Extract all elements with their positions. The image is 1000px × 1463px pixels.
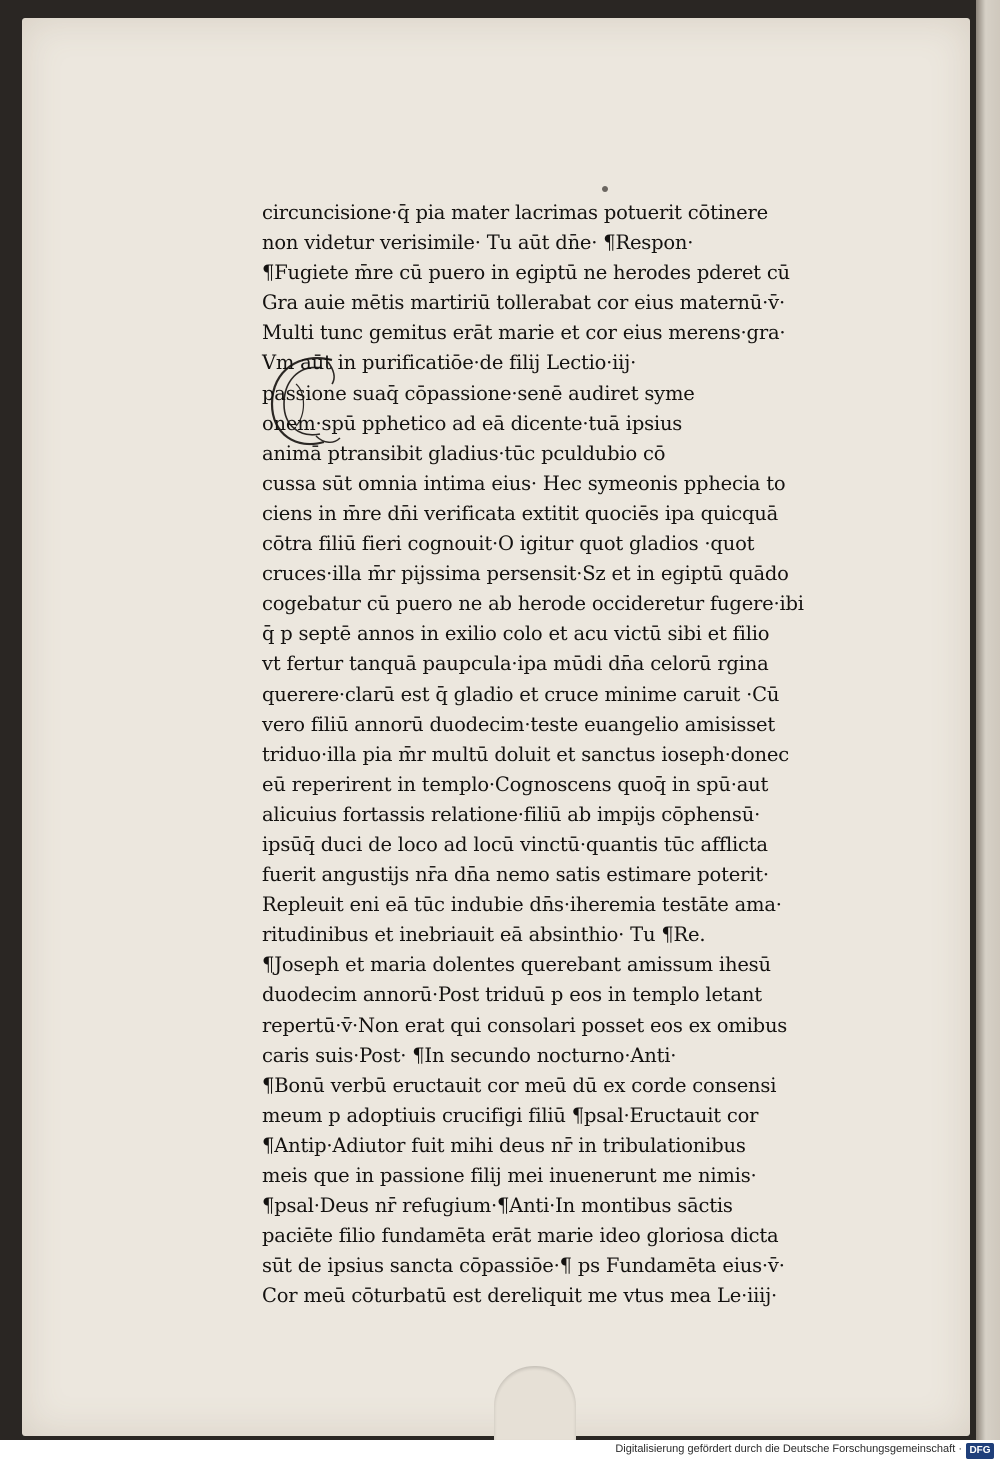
text-line: Multi tunc gemitus erāt marie et cor eius merens·gra·	[262, 321, 786, 345]
text-line: querere·clarū est q̄ gladio et cruce minime caruit ·Cū	[262, 682, 780, 706]
text-line: eū reperirent in templo·Cognoscens quoq̄ in spū·aut	[262, 772, 769, 796]
text-line: ¶Bonū verbū eructauit cor meū dū ex corde consensi	[262, 1073, 777, 1097]
text-line: circuncisione·q̄ pia mater lacrimas potuerit cōtinere	[262, 201, 768, 224]
text-line: fuerit angustijs nr̄a dn̄a nemo satis estimare poterit·	[262, 863, 769, 887]
text-line: cruces·illa m̄r pijssima persensit·Sz et in egiptū quādo	[262, 562, 789, 586]
text-line: alicuius fortassis relatione·filiū ab impijs cōphensū·	[262, 802, 761, 826]
text-line: ritudinibus et inebriauit eā absinthio· Tu ¶Re.	[262, 923, 706, 947]
text-line: ciens in m̄re dn̄i verificata extitit quociēs ipa quicquā	[262, 501, 779, 525]
text-line: ¶Antip·Adiutor fuit mihi deus nr̄ in tribulationibus	[262, 1133, 746, 1157]
text-line: ¶psal·Deus nr̄ refugium·¶Anti·In montibus sāctis	[262, 1194, 733, 1218]
footer-credit: Digitalisierung gefördert durch die Deutsche Forschungsgemeinschaft ·	[615, 1443, 962, 1455]
text-line: onem·spū pphetico ad eā dicente·tuā ipsius	[262, 411, 683, 435]
text-line: paciēte filio fundamēta erāt marie ideo gloriosa dicta	[262, 1224, 779, 1248]
text-line: passione suaq̄ cōpassione·senē audiret syme	[262, 381, 695, 405]
text-line: meum p adoptiuis crucifigi filiū ¶psal·Eructauit cor	[262, 1103, 759, 1127]
text-line: ipsūq̄ duci de loco ad locū vinctū·quantis tūc afflicta	[262, 832, 768, 856]
text-line: triduo·illa pia m̄r multū doluit et sanctus ioseph·donec	[262, 742, 789, 766]
text-line: repertū·v̄·Non erat qui consolari posset eos ex omibus	[262, 1013, 788, 1037]
dfg-logo: DFG	[966, 1443, 994, 1459]
text-line: duodecim annorū·Post triduū p eos in templo letant	[262, 983, 762, 1007]
text-line: cogebatur cū puero ne ab herode occideretur fugere·ibi	[262, 592, 804, 616]
text-line: ¶Fugiete m̄re cū puero in egiptū ne herodes pderet cū	[262, 261, 790, 285]
text-line: meis que in passione filij mei inuenerunt me nimis·	[262, 1164, 757, 1187]
text-line: Repleuit eni eā tūc indubie dn̄s·iheremia testāte ama·	[262, 893, 782, 917]
text-line: Gra auie mētis martiriū tollerabat cor eius maternū·v̄·	[262, 291, 785, 315]
page-holder-tab	[494, 1366, 576, 1440]
text-line: sūt de ipsius sancta cōpassiōe·¶ ps Fundamēta eius·v̄·	[262, 1254, 785, 1278]
footer-bar	[0, 1440, 1000, 1463]
text-line: caris suis·Post· ¶In secundo nocturno·Anti·	[262, 1043, 677, 1067]
text-line: ¶Joseph et maria dolentes querebant amissum ihesū	[262, 953, 771, 977]
text-line: q̄ p septē annos in exilio colo et acu victū sibi et filio	[262, 622, 770, 646]
facing-page-edge	[976, 0, 1000, 1440]
text-line: cōtra filiū fieri cognouit·O igitur quot gladios ·quot	[262, 532, 755, 556]
ink-dot	[602, 186, 608, 192]
text-line: cussa sūt omnia intima eius· Hec symeonis pphecia to	[262, 471, 786, 495]
text-line: animā ptransibit gladius·tūc pculdubio cō	[262, 441, 666, 465]
text-line: Vm aūt in purificatiōe·de filij Lectio·iij·	[262, 351, 637, 375]
text-line: Cor meū cōturbatū est dereliquit me vtus mea Le·iiij·	[262, 1284, 778, 1308]
printed-text-block	[262, 198, 872, 1311]
text-line: vt fertur tanquā paupcula·ipa mūdi dn̄a celorū rgina	[262, 652, 769, 676]
text-line: non videtur verisimile· Tu aūt dn̄e· ¶Respon·	[262, 231, 694, 255]
text-line: vero filiū annorū duodecim·teste euangelio amisisset	[262, 712, 775, 736]
